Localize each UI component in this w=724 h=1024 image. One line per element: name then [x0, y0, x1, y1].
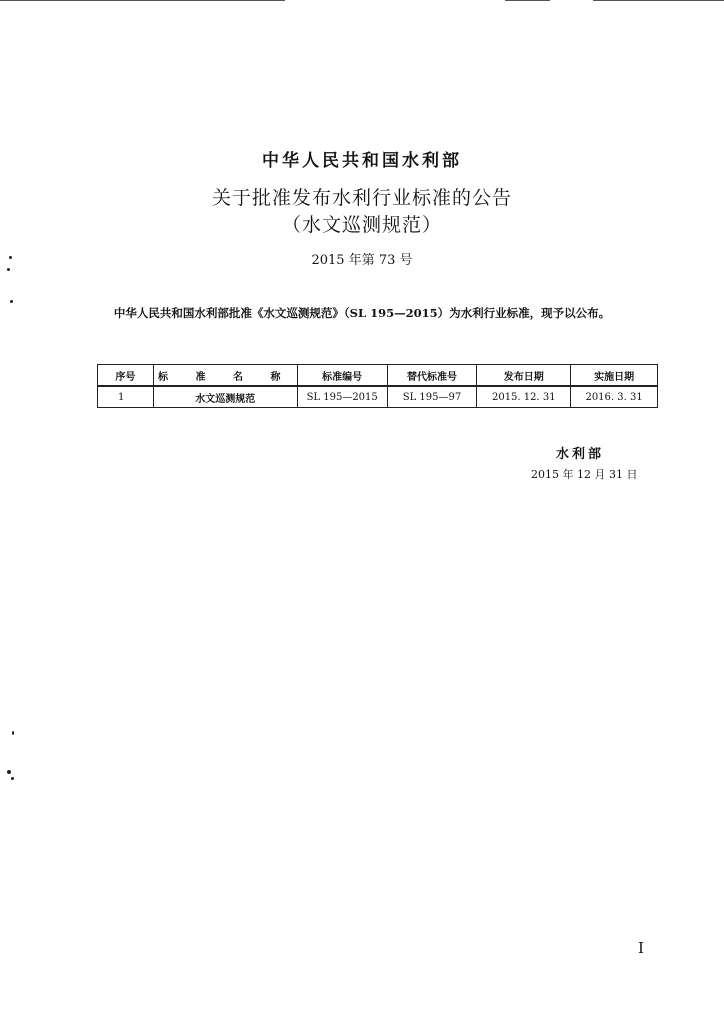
header-replaced-standard: 替代标准号 — [387, 365, 477, 387]
table-header-row — [98, 365, 658, 387]
scan-edge-line — [0, 0, 285, 1]
ministry-heading: 中华人民共和国水利部 — [262, 151, 462, 171]
cell-issue-date: 2015. 12. 31 — [477, 386, 571, 408]
scan-speck — [11, 777, 14, 780]
scan-speck — [7, 268, 10, 271]
scan-edge-line — [505, 0, 550, 1]
scan-speck — [7, 770, 11, 774]
header-effective-date: 实施日期 — [571, 365, 658, 387]
cell-seq: 1 — [98, 386, 154, 408]
scan-edge-line — [593, 0, 724, 1]
cell-effective-date: 2016. 3. 31 — [571, 386, 658, 408]
page-number: I — [638, 939, 644, 957]
scan-speck — [10, 300, 13, 303]
signature-date: 2015 年 12 月 31 日 — [531, 468, 638, 481]
standards-table — [97, 364, 658, 408]
cell-replaced-standard: SL 195—97 — [387, 386, 477, 408]
announcement-title: 关于批准发布水利行业标准的公告 — [211, 187, 512, 209]
scan-speck — [12, 731, 14, 735]
cell-standard-code: SL 195—2015 — [297, 386, 387, 408]
header-standard-code: 标准编号 — [297, 365, 387, 387]
announcement-subtitle: （水文巡测规范） — [281, 214, 442, 236]
header-seq: 序号 — [98, 365, 154, 387]
document-number: 2015 年第 73 号 — [311, 253, 413, 268]
signature-org: 水利部 — [556, 447, 605, 462]
header-standard-name: 标 准 名 称 — [153, 365, 297, 387]
announcement-body: 中华人民共和国水利部批准《水文巡测规范》（SL 195—2015）为水利行业标准，现予以公布。 — [113, 306, 611, 320]
table-row — [98, 386, 658, 408]
cell-standard-name: 水文巡测规范 — [153, 386, 297, 408]
header-issue-date: 发布日期 — [477, 365, 571, 387]
